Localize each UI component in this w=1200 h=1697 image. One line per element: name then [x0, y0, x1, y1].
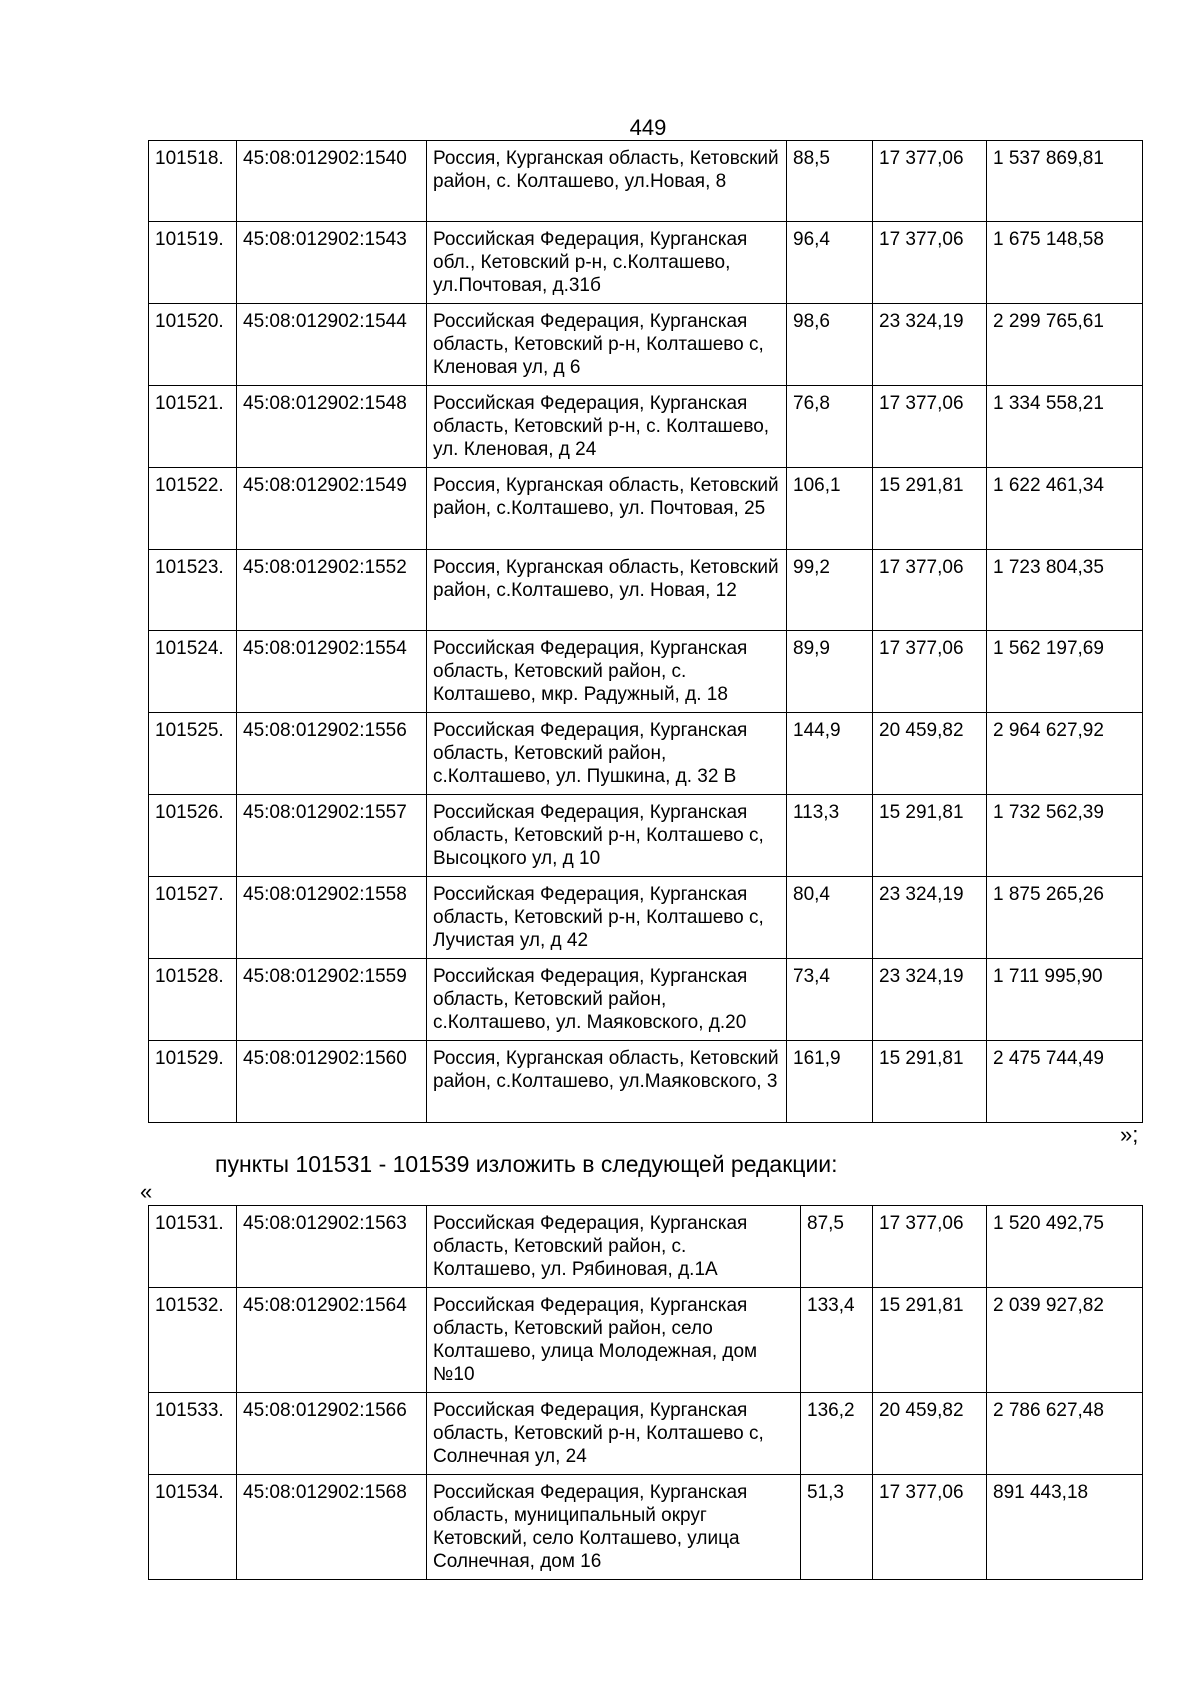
cadastral-value: 1 732 562,39 [987, 795, 1143, 877]
area: 76,8 [787, 386, 873, 468]
cadastral-number: 45:08:012902:1548 [237, 386, 427, 468]
cadastral-value: 2 786 627,48 [987, 1393, 1143, 1475]
rate: 15 291,81 [873, 468, 987, 549]
rate: 15 291,81 [873, 1041, 987, 1122]
table-row [149, 141, 1143, 222]
area: 96,4 [787, 222, 873, 304]
cadastral-number: 45:08:012902:1549 [237, 468, 427, 549]
cadastral-number: 45:08:012902:1558 [237, 877, 427, 959]
row-number: 101525. [149, 713, 237, 795]
address: Россия, Курганская область, Кетовский район, с.Колташево, ул. Почтовая, 25 [427, 468, 787, 549]
area: 99,2 [787, 549, 873, 630]
address: Российская Федерация, Курганская область, Кетовский р-н, Колташево с, Лучистая ул, д 42 [427, 877, 787, 959]
cadastral-value: 891 443,18 [987, 1475, 1143, 1580]
cadastral-value: 1 334 558,21 [987, 386, 1143, 468]
cadastral-value: 2 475 744,49 [987, 1041, 1143, 1122]
table-row [149, 877, 1143, 959]
table-row [149, 1206, 1143, 1288]
property-table-2 [148, 1205, 1143, 1580]
area: 106,1 [787, 468, 873, 549]
table-row [149, 222, 1143, 304]
cadastral-number: 45:08:012902:1544 [237, 304, 427, 386]
row-number: 101523. [149, 549, 237, 630]
cadastral-value: 1 622 461,34 [987, 468, 1143, 549]
address: Российская Федерация, Курганская область, Кетовский р-н, Колташево с, Высоцкого ул, д 10 [427, 795, 787, 877]
page-number: 449 [629, 115, 667, 140]
row-number: 101528. [149, 959, 237, 1041]
cadastral-number: 45:08:012902:1557 [237, 795, 427, 877]
table-row [149, 304, 1143, 386]
cadastral-number: 45:08:012902:1563 [237, 1206, 427, 1288]
table-row [149, 713, 1143, 795]
table-row [149, 386, 1143, 468]
row-number: 101519. [149, 222, 237, 304]
row-number: 101526. [149, 795, 237, 877]
area: 144,9 [787, 713, 873, 795]
area: 89,9 [787, 631, 873, 713]
rate: 23 324,19 [873, 304, 987, 386]
cadastral-value: 2 039 927,82 [987, 1288, 1143, 1393]
rate: 17 377,06 [873, 222, 987, 304]
rate: 20 459,82 [873, 1393, 987, 1475]
area: 161,9 [787, 1041, 873, 1122]
address: Российская Федерация, Курганская область, Кетовский р-н, Колташево с, Солнечная ул, 24 [427, 1393, 801, 1475]
cadastral-value: 1 711 995,90 [987, 959, 1143, 1041]
table-row [149, 959, 1143, 1041]
rate: 17 377,06 [873, 549, 987, 630]
area: 80,4 [787, 877, 873, 959]
table-row [149, 1288, 1143, 1393]
row-number: 101524. [149, 631, 237, 713]
cadastral-number: 45:08:012902:1540 [237, 141, 427, 222]
amendment-instruction: пункты 101531 - 101539 изложить в следующей редакции: [215, 1151, 838, 1177]
row-number: 101532. [149, 1288, 237, 1393]
area: 87,5 [801, 1206, 873, 1288]
address: Российская Федерация, Курганская обл., Кетовский р-н, с.Колташево, ул.Почтовая, д.31б [427, 222, 787, 304]
row-number: 101518. [149, 141, 237, 222]
cadastral-value: 1 562 197,69 [987, 631, 1143, 713]
address: Российская Федерация, Курганская область, Кетовский район, с.Колташево, ул. Пушкина, д. 32 В [427, 713, 787, 795]
address: Российская Федерация, Курганская область, Кетовский р-н, с. Колташево, ул. Кленовая, д 24 [427, 386, 787, 468]
address: Российская Федерация, Курганская область, Кетовский район, с. Колташево, мкр. Радужный, д. 18 [427, 631, 787, 713]
cadastral-value: 1 723 804,35 [987, 549, 1143, 630]
cadastral-number: 45:08:012902:1552 [237, 549, 427, 630]
table-row [149, 631, 1143, 713]
table-row [149, 795, 1143, 877]
cadastral-number: 45:08:012902:1554 [237, 631, 427, 713]
row-number: 101527. [149, 877, 237, 959]
area: 51,3 [801, 1475, 873, 1580]
table-row [149, 468, 1143, 549]
cadastral-number: 45:08:012902:1564 [237, 1288, 427, 1393]
cadastral-value: 1 875 265,26 [987, 877, 1143, 959]
area: 136,2 [801, 1393, 873, 1475]
cadastral-value: 1 537 869,81 [987, 141, 1143, 222]
rate: 15 291,81 [873, 795, 987, 877]
cadastral-number: 45:08:012902:1568 [237, 1475, 427, 1580]
rate: 23 324,19 [873, 959, 987, 1041]
row-number: 101531. [149, 1206, 237, 1288]
row-number: 101533. [149, 1393, 237, 1475]
address: Российская Федерация, Курганская область, Кетовский р-н, Колташево с, Кленовая ул, д 6 [427, 304, 787, 386]
cadastral-number: 45:08:012902:1559 [237, 959, 427, 1041]
area: 98,6 [787, 304, 873, 386]
rate: 17 377,06 [873, 1475, 987, 1580]
cadastral-value: 2 964 627,92 [987, 713, 1143, 795]
address: Россия, Курганская область, Кетовский район, с.Колташево, ул. Новая, 12 [427, 549, 787, 630]
row-number: 101521. [149, 386, 237, 468]
opening-quote: « [140, 1179, 153, 1204]
cadastral-number: 45:08:012902:1543 [237, 222, 427, 304]
area: 73,4 [787, 959, 873, 1041]
address: Россия, Курганская область, Кетовский район, с.Колташево, ул.Маяковского, 3 [427, 1041, 787, 1122]
area: 113,3 [787, 795, 873, 877]
area: 133,4 [801, 1288, 873, 1393]
cadastral-number: 45:08:012902:1556 [237, 713, 427, 795]
property-table-1 [148, 140, 1143, 1123]
closing-quote: »; [1120, 1122, 1139, 1147]
row-number: 101534. [149, 1475, 237, 1580]
table-row [149, 1041, 1143, 1122]
rate: 17 377,06 [873, 386, 987, 468]
table-row [149, 1393, 1143, 1475]
address: Российская Федерация, Курганская область, Кетовский район, село Колташево, улица Молодежная, дом №10 [427, 1288, 801, 1393]
address: Российская Федерация, Курганская область, муниципальный округ Кетовский, село Колташево, улица Солнечная, дом 16 [427, 1475, 801, 1580]
cadastral-number: 45:08:012902:1566 [237, 1393, 427, 1475]
row-number: 101520. [149, 304, 237, 386]
address: Российская Федерация, Курганская область, Кетовский район, с.Колташево, ул. Маяковского, д.20 [427, 959, 787, 1041]
table-row [149, 1475, 1143, 1580]
address: Российская Федерация, Курганская область, Кетовский район, с. Колташево, ул. Рябиновая, д.1А [427, 1206, 801, 1288]
row-number: 101529. [149, 1041, 237, 1122]
cadastral-value: 1 520 492,75 [987, 1206, 1143, 1288]
rate: 20 459,82 [873, 713, 987, 795]
address: Россия, Курганская область, Кетовский район, с. Колташево, ул.Новая, 8 [427, 141, 787, 222]
rate: 15 291,81 [873, 1288, 987, 1393]
row-number: 101522. [149, 468, 237, 549]
table-row [149, 549, 1143, 630]
rate: 17 377,06 [873, 141, 987, 222]
rate: 17 377,06 [873, 1206, 987, 1288]
cadastral-number: 45:08:012902:1560 [237, 1041, 427, 1122]
rate: 23 324,19 [873, 877, 987, 959]
area: 88,5 [787, 141, 873, 222]
cadastral-value: 1 675 148,58 [987, 222, 1143, 304]
cadastral-value: 2 299 765,61 [987, 304, 1143, 386]
rate: 17 377,06 [873, 631, 987, 713]
